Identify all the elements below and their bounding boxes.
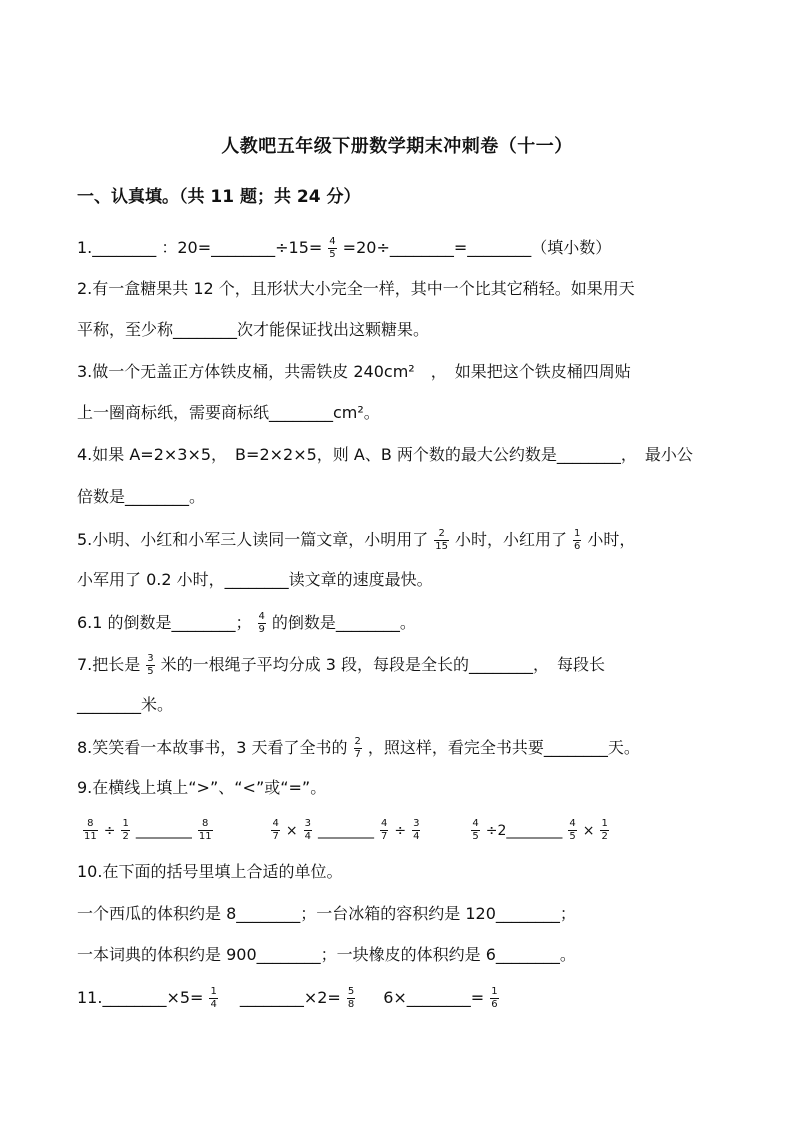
question-7-line-1: 7.把长是 $\frac{3}{5}$ 米的一根绳子平均分成 3 段，每段是全长的________， 每段长	[77, 653, 606, 677]
question-4-line-1: 4.如果 A=2×3×5， B=2×2×5，则 A、B 两个数的最大公约数是________， 最小公	[77, 445, 693, 464]
question-11: 11.________×5= $\frac{1}{4}$ ________×2= $\frac{5}{8}$ 6×________= $\frac{1}{6}$	[77, 986, 498, 1010]
question-5-line-2: 小军用了 0.2 小时，________读文章的速度最快。	[77, 570, 433, 589]
question-4-line-2: 倍数是________。	[77, 487, 206, 506]
fraction: $\frac{5}{8}$	[347, 986, 355, 1010]
fraction: $\frac{2}{7}$	[354, 736, 361, 760]
question-6: 6.1 的倒数是________； $\frac{4}{9}$ 的倒数是________。	[77, 611, 416, 635]
question-9-head: 9.在横线上填上“>”、“<”或“=”。	[77, 778, 327, 797]
page-title: 人教吧五年级下册数学期末冲刺卷（十一）	[221, 136, 573, 157]
fraction: $\frac{3}{5}$	[147, 653, 154, 677]
question-10-head: 10.在下面的括号里填上合适的单位。	[77, 862, 343, 881]
question-5-line-1: 5.小明、小红和小军三人读同一篇文章，小明用了 $\frac{2}{15}$ 小时，小红用了 $\frac{1}{6}$ 小时，	[77, 528, 636, 552]
question-1: 1.________ ：20=________÷15= $\frac{4}{5}$ =20÷________=________（填小数）	[77, 236, 612, 260]
question-8: 8.笑笑看一本故事书，3 天看了全书的 $\frac{2}{7}$ ，照这样，看完全书共要________天。	[77, 736, 640, 760]
question-10-line-1: 一个西瓜的体积约是 8________；一台冰箱的容积约是 120________；	[77, 904, 576, 923]
fraction: $\frac{8}{11}$	[84, 818, 97, 842]
fraction: $\frac{1}{2}$	[601, 818, 608, 842]
fraction: $\frac{8}{11}$	[198, 818, 212, 842]
section-heading: 一、认真填。（共 11 题；共 24 分）	[77, 187, 361, 207]
question-9-comparisons	[77, 818, 615, 843]
fraction: $\frac{2}{15}$	[435, 528, 449, 552]
question-2-line-2: 平称，至少称________次才能保证找出这颗糖果。	[77, 320, 430, 339]
fraction: $\frac{1}{2}$	[122, 818, 129, 842]
fraction: $\frac{4}{7}$	[380, 818, 388, 842]
question-2-line-1: 2.有一盒糖果共 12 个，且形状大小完全一样，其中一个比其它稍轻。如果用天	[77, 279, 635, 298]
question-7-line-2: ________米。	[77, 695, 174, 714]
question-3-line-2: 上一圈商标纸，需要商标纸________cm²。	[77, 403, 380, 422]
fraction: $\frac{4}{7}$	[272, 818, 279, 842]
fraction: $\frac{3}{4}$	[304, 818, 311, 842]
fraction: $\frac{4}{5}$	[472, 818, 479, 842]
comparison-3: $\frac{4}{5}$ ÷2________ $\frac{4}{5}$ × $\frac{1}{2}$	[472, 818, 608, 842]
fraction: $\frac{3}{4}$	[413, 818, 420, 842]
fraction: $\frac{1}{6}$	[491, 986, 498, 1010]
comparison-1: $\frac{8}{11}$ ÷ $\frac{1}{2}$ ________ $\frac{8}{11}$	[84, 818, 212, 842]
fraction: $\frac{1}{4}$	[210, 986, 217, 1010]
question-10-line-2: 一本词典的体积约是 900________；一块橡皮的体积约是 6________。	[77, 945, 576, 964]
fraction: $\frac{4}{5}$	[569, 818, 576, 842]
fraction: $\frac{4}{5}$	[329, 236, 336, 260]
fraction: $\frac{1}{6}$	[574, 528, 581, 552]
question-3-line-1: 3.做一个无盖正方体铁皮桶，共需铁皮 240cm² ， 如果把这个铁皮桶四周贴	[77, 362, 631, 381]
fraction: $\frac{4}{9}$	[258, 611, 265, 635]
comparison-2: $\frac{4}{7}$ × $\frac{3}{4}$ ________ $\frac{4}{7}$ ÷ $\frac{3}{4}$	[272, 818, 420, 842]
